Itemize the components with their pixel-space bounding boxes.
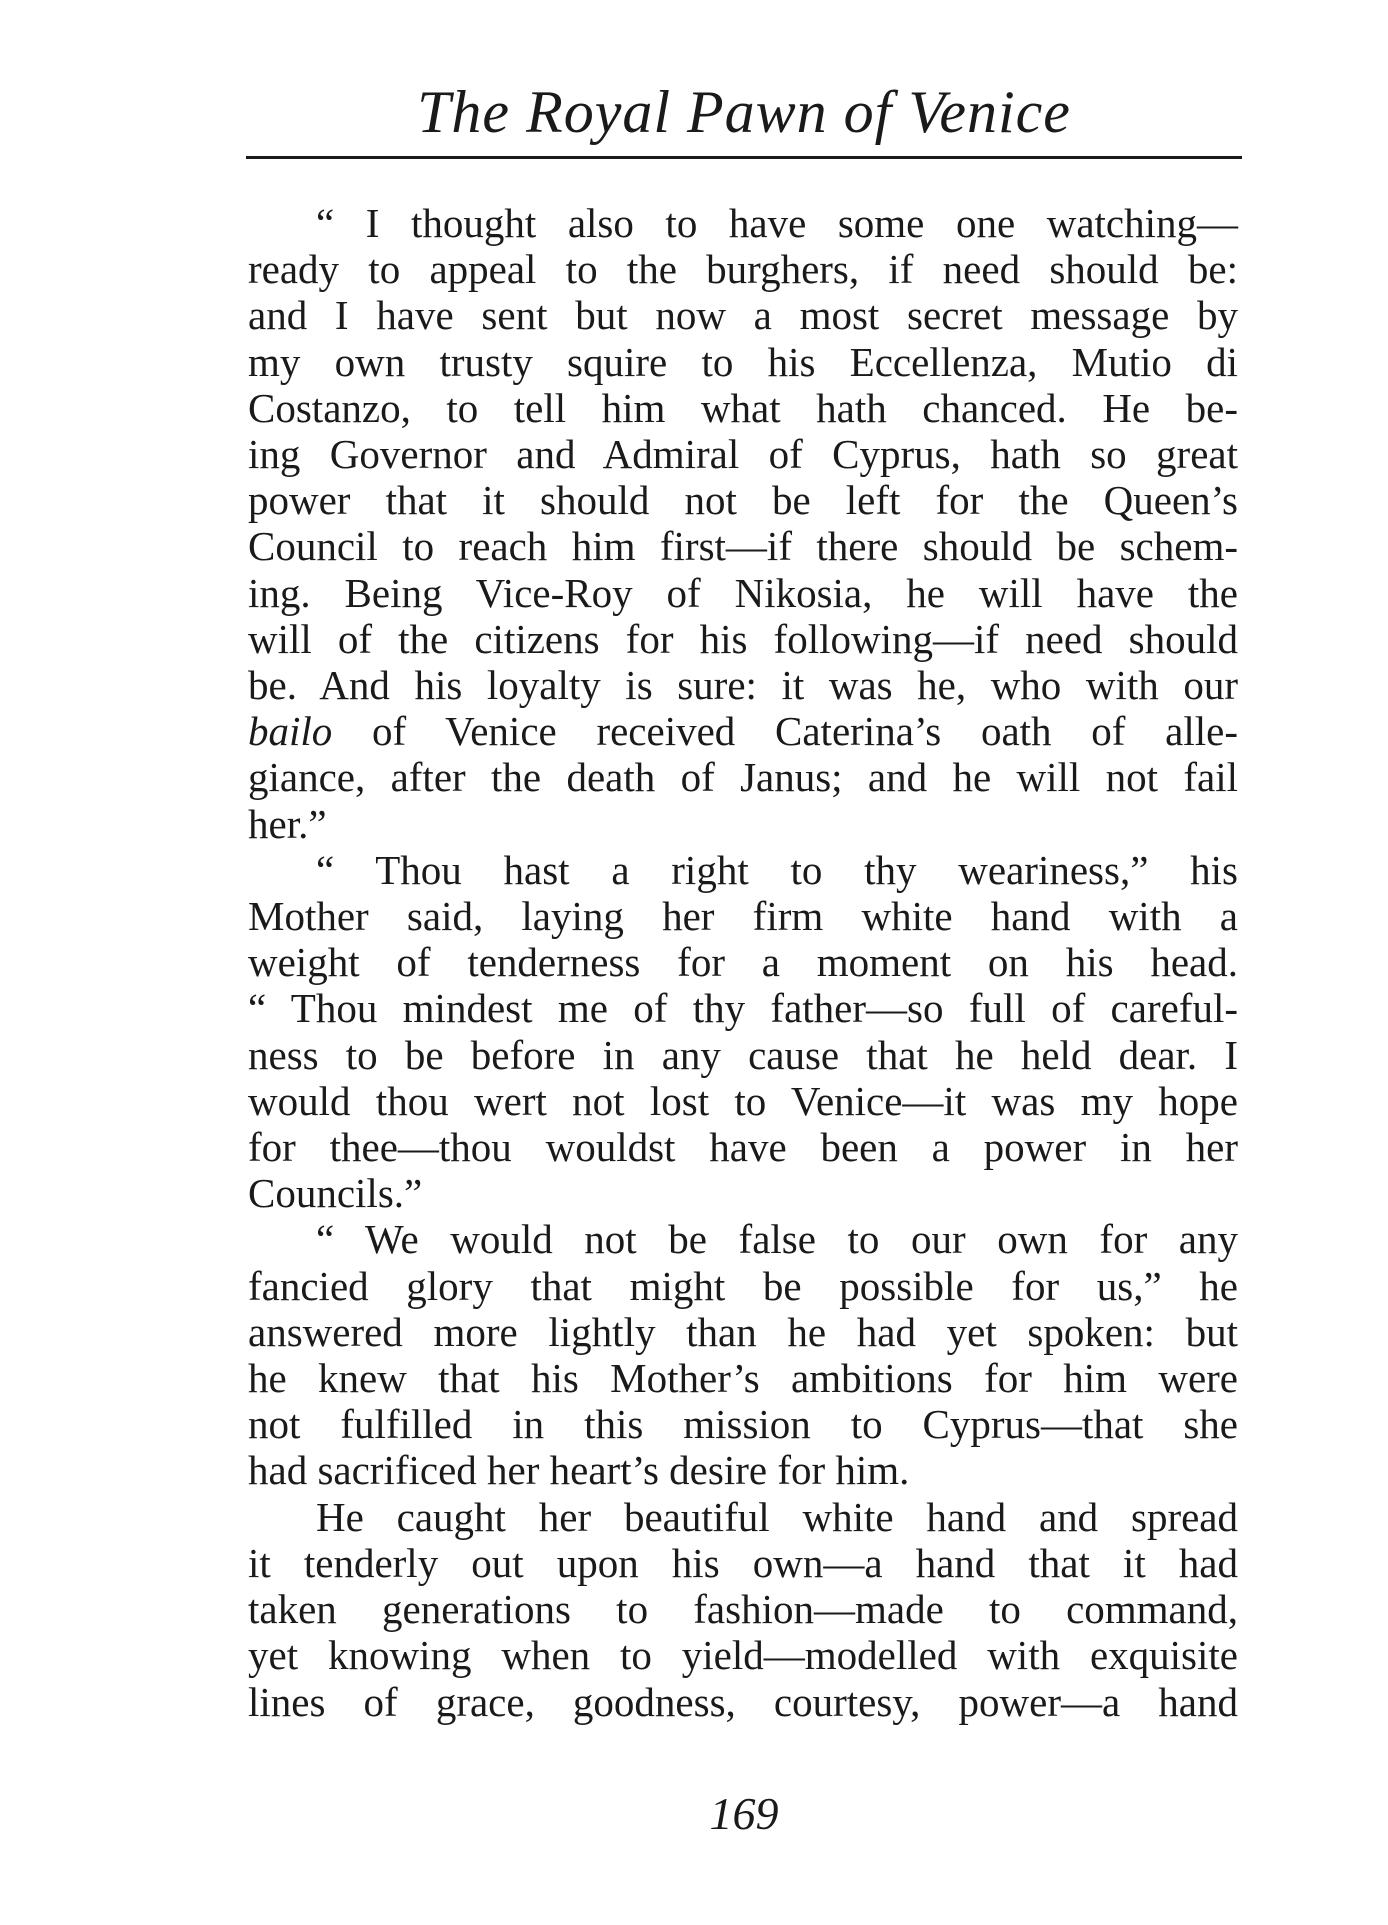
text-line: ing Governor and Admiral of Cyprus, hath so great xyxy=(248,431,1238,478)
text-line: Costanzo, to tell him what hath chanced. He be- xyxy=(248,384,1238,431)
text-line: answered more lightly than he had yet spoken: but xyxy=(248,1308,1238,1355)
text-line: ness to be before in any cause that he held dear. I xyxy=(248,1031,1238,1078)
text-line: “ Thou hast a right to thy weariness,” his xyxy=(316,846,1238,893)
text-line: would thou wert not lost to Venice—it was my hope xyxy=(248,1077,1238,1124)
text-line: yet knowing when to yield—modelled with exquisite xyxy=(248,1632,1238,1679)
text-line: not fulfilled in this mission to Cyprus—that she xyxy=(248,1401,1238,1448)
page-body xyxy=(248,200,1238,1725)
text-line: he knew that his Mother’s ambitions for him were xyxy=(248,1355,1238,1402)
text-line: my own trusty squire to his Eccellenza, Mutio di xyxy=(248,338,1238,385)
text-line-rest: of Venice received Caterina’s oath of alle- xyxy=(372,708,1239,755)
text-line: be. And his loyalty is sure: it was he, who with our xyxy=(248,662,1238,709)
text-line: for thee—thou wouldst have been a power in her xyxy=(248,1124,1238,1171)
text-line: Mother said, laying her firm white hand with a xyxy=(248,893,1238,940)
text-line: it tenderly out upon his own—a hand that it had xyxy=(248,1539,1238,1586)
italic-word: bailo xyxy=(248,708,333,755)
text-line: Councils.” xyxy=(248,1170,423,1217)
text-line: He caught her beautiful white hand and spread xyxy=(316,1493,1238,1540)
text-line: had sacrificed her heart’s desire for him. xyxy=(248,1447,910,1494)
text-line: giance, after the death of Janus; and he will not fail xyxy=(248,754,1238,801)
running-title: The Royal Pawn of Venice xyxy=(417,79,1071,145)
text-line: will of the citizens for his following—if need should xyxy=(248,615,1238,662)
text-line: power that it should not be left for the Queen’s xyxy=(248,477,1238,524)
text-line xyxy=(248,708,1238,754)
text-line: her.” xyxy=(248,800,327,847)
text-line: fancied glory that might be possible for us,” he xyxy=(248,1262,1238,1309)
text-line: ing. Being Vice-Roy of Nikosia, he will have the xyxy=(248,569,1238,616)
text-line: taken generations to fashion—made to command, xyxy=(248,1586,1238,1633)
text-line: and I have sent but now a most secret message by xyxy=(248,292,1238,339)
text-line: lines of grace, goodness, courtesy, power—a hand xyxy=(248,1678,1238,1725)
text-line: “ I thought also to have some one watching— xyxy=(316,200,1238,246)
text-line: “ Thou mindest me of thy father—so full of careful- xyxy=(248,985,1238,1032)
text-line: ready to appeal to the burghers, if need should be: xyxy=(248,246,1238,293)
text-line: Council to reach him first—if there should be schem- xyxy=(248,523,1238,570)
text-line: “ We would not be false to our own for any xyxy=(316,1216,1238,1263)
page-number: 169 xyxy=(709,1788,779,1839)
text-line: weight of tenderness for a moment on his head. xyxy=(248,939,1238,986)
header-rule xyxy=(246,156,1242,159)
